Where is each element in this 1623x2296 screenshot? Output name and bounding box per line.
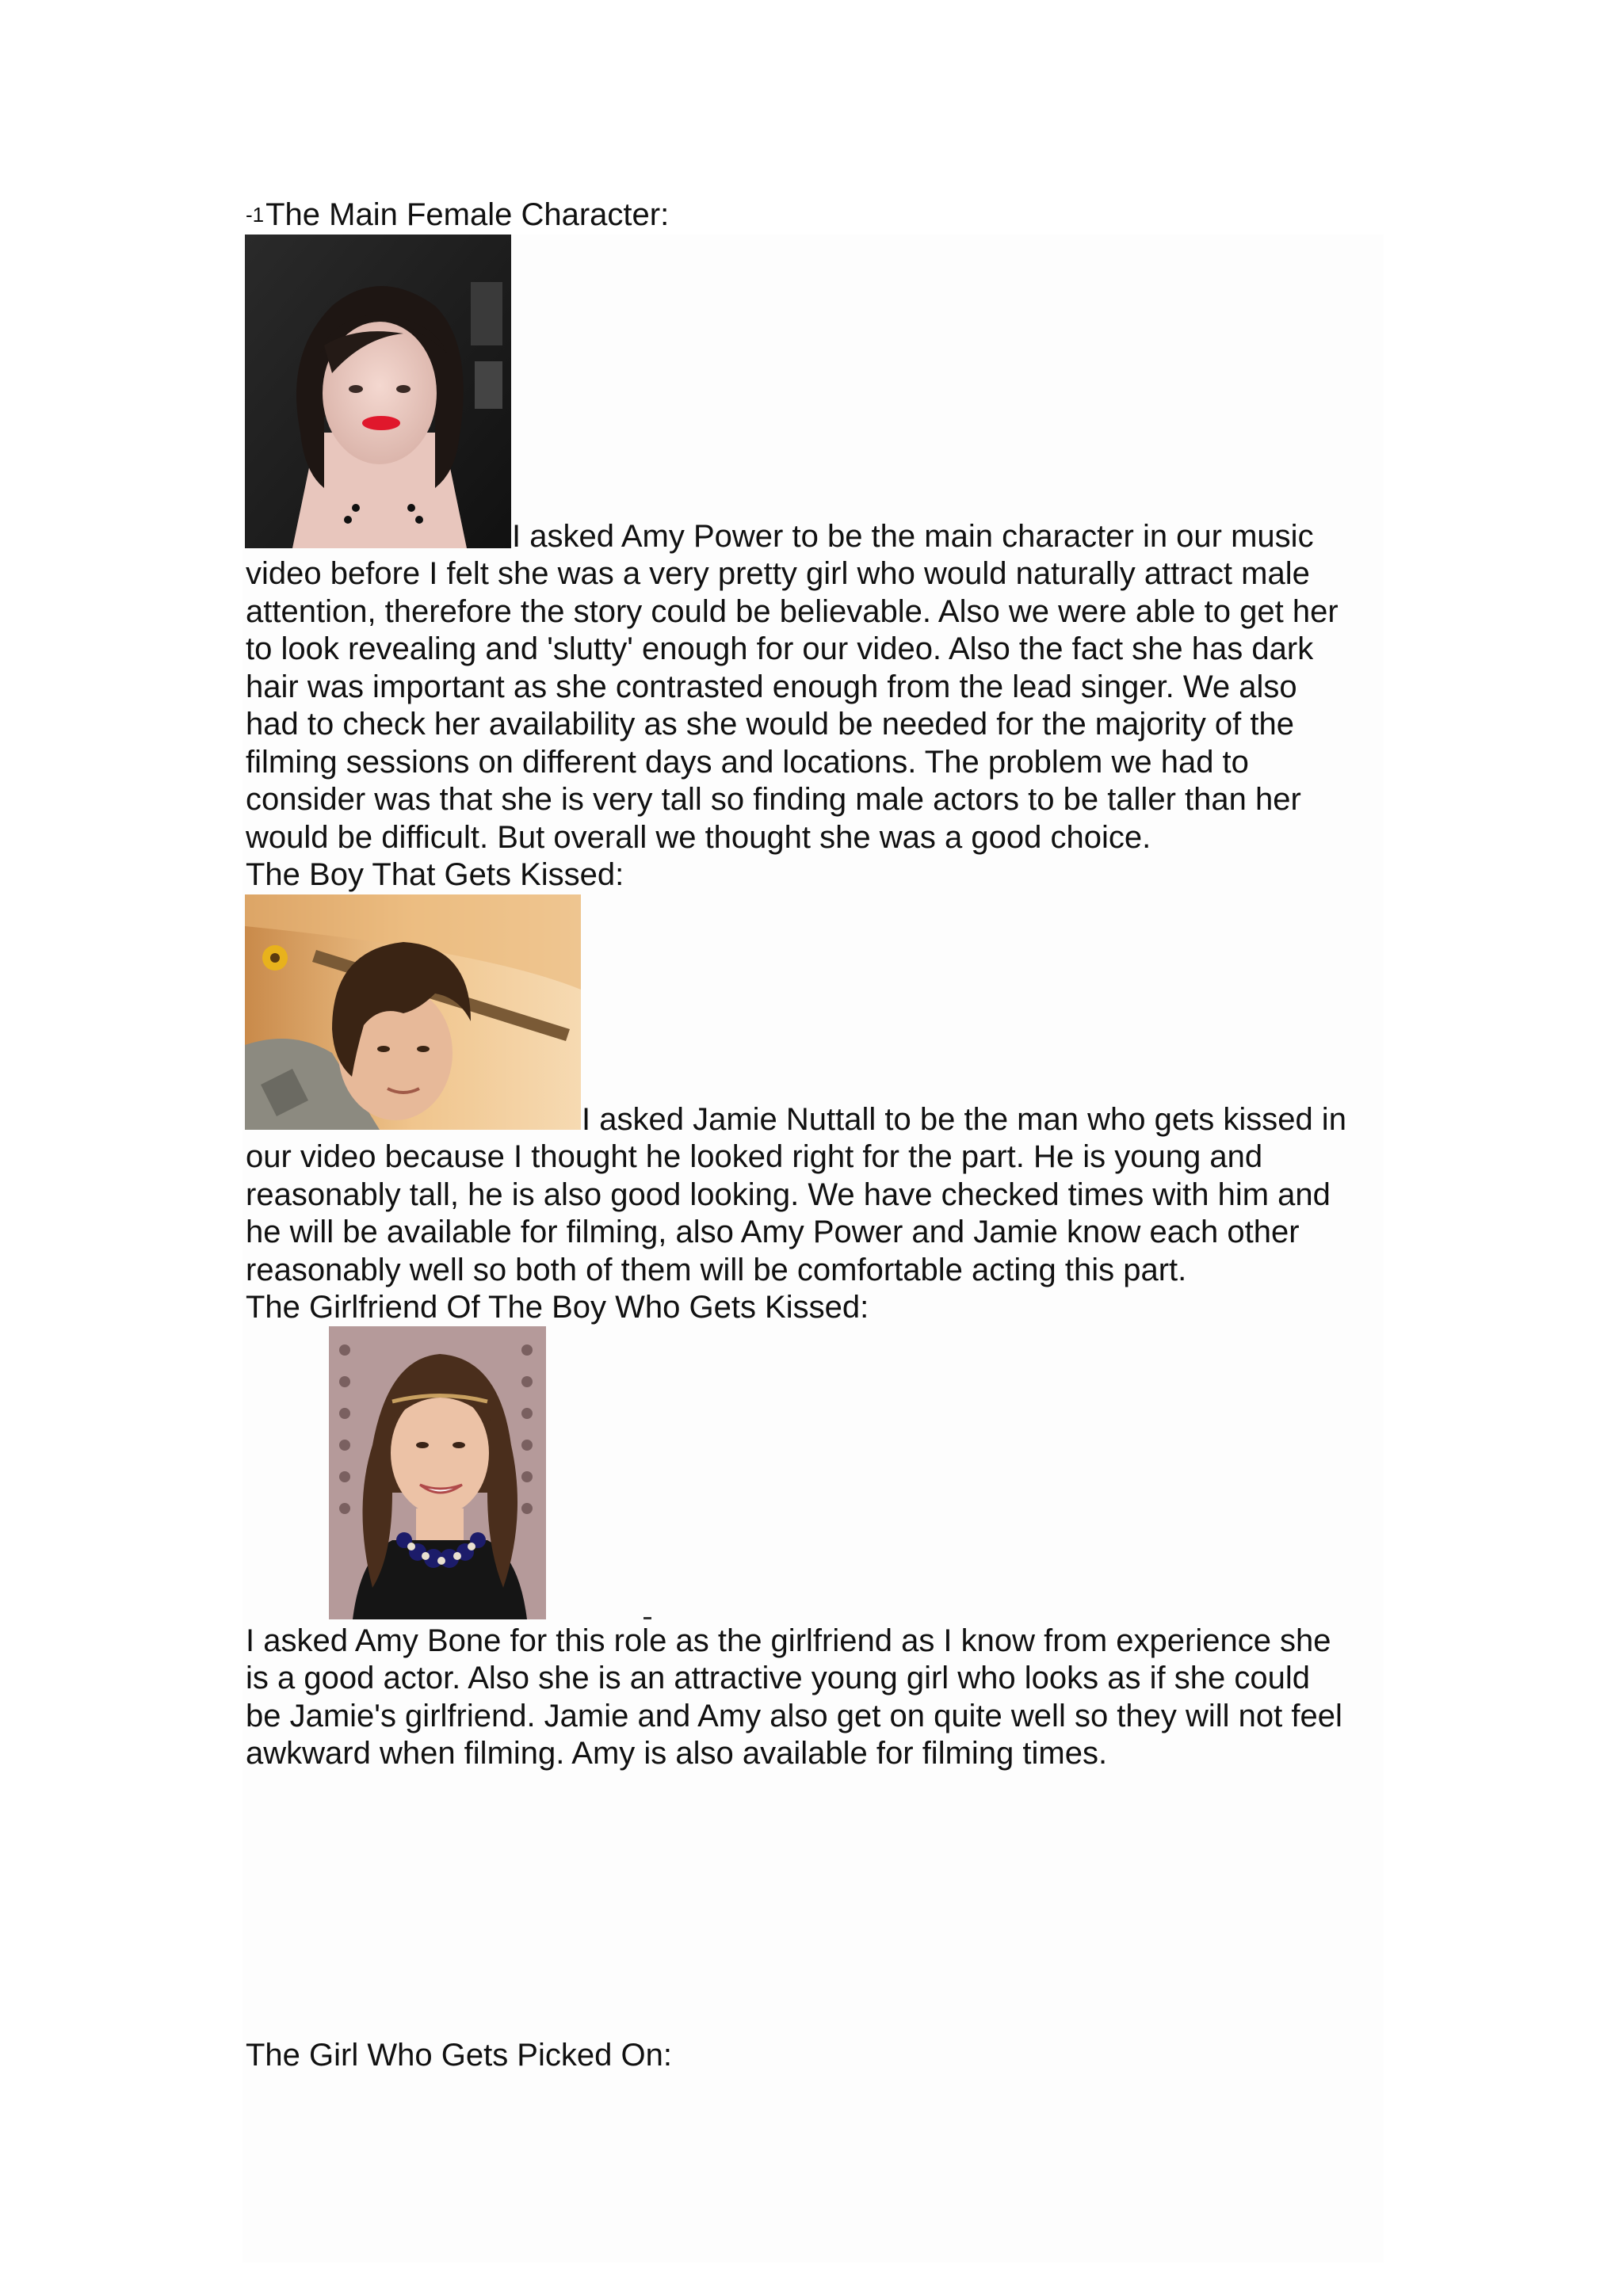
list-marker: -1 (246, 203, 265, 227)
paragraph-line: hair was important as she contrasted enough from the lead singer. We also (246, 669, 1297, 704)
heading-girlfriend: The Girlfriend Of The Boy Who Gets Kissed: (246, 1290, 869, 1325)
heading-text: The Main Female Character: (265, 197, 670, 232)
paragraph-line: be Jamie's girlfriend. Jamie and Amy also get on quite well so they will not feel (246, 1699, 1342, 1733)
paragraph-line: I asked Amy Power to be the main character in our music (512, 519, 1314, 554)
text-cursor-mark (643, 1617, 651, 1619)
paragraph-line: attention, therefore the story could be believable. Also we were able to get her (246, 594, 1338, 629)
paragraph-line: to look revealing and 'slutty' enough for our video. Also the fact she has dark (246, 631, 1314, 666)
paragraph-line: I asked Amy Bone for this role as the girlfriend as I know from experience she (246, 1623, 1331, 1658)
paragraph-line: had to check her availability as she would be needed for the majority of the (246, 707, 1295, 742)
heading-boy-that-gets-kissed: The Boy That Gets Kissed: (246, 857, 624, 892)
amy-bone-photo (329, 1326, 546, 1619)
paragraph-line: reasonably well so both of them will be comfortable acting this part. (246, 1253, 1187, 1287)
paragraph-line: he will be available for filming, also Amy Power and Jamie know each other (246, 1215, 1300, 1249)
paragraph-line: video before I felt she was a very pretty girl who would naturally attract male (246, 556, 1310, 591)
amy-power-photo (245, 235, 511, 548)
paragraph-line: I asked Jamie Nuttall to be the man who gets kissed in (582, 1102, 1346, 1137)
paragraph-line: reasonably tall, he is also good looking. We have checked times with him and (246, 1177, 1331, 1212)
paragraph-line: would be difficult. But overall we thought she was a good choice. (246, 820, 1151, 855)
paragraph-line: consider was that she is very tall so finding male actors to be taller than her (246, 782, 1301, 817)
jamie-nuttall-photo (245, 894, 581, 1130)
heading-girl-picked-on: The Girl Who Gets Picked On: (246, 2038, 672, 2073)
paragraph-line: awkward when filming. Amy is also available for filming times. (246, 1736, 1108, 1771)
heading-main-female-character (246, 196, 669, 235)
paragraph-line: our video because I thought he looked right for the part. He is young and (246, 1139, 1263, 1174)
paragraph-line: filming sessions on different days and locations. The problem we had to (246, 745, 1249, 780)
paragraph-line: is a good actor. Also she is an attractive young girl who looks as if she could (246, 1661, 1310, 1695)
